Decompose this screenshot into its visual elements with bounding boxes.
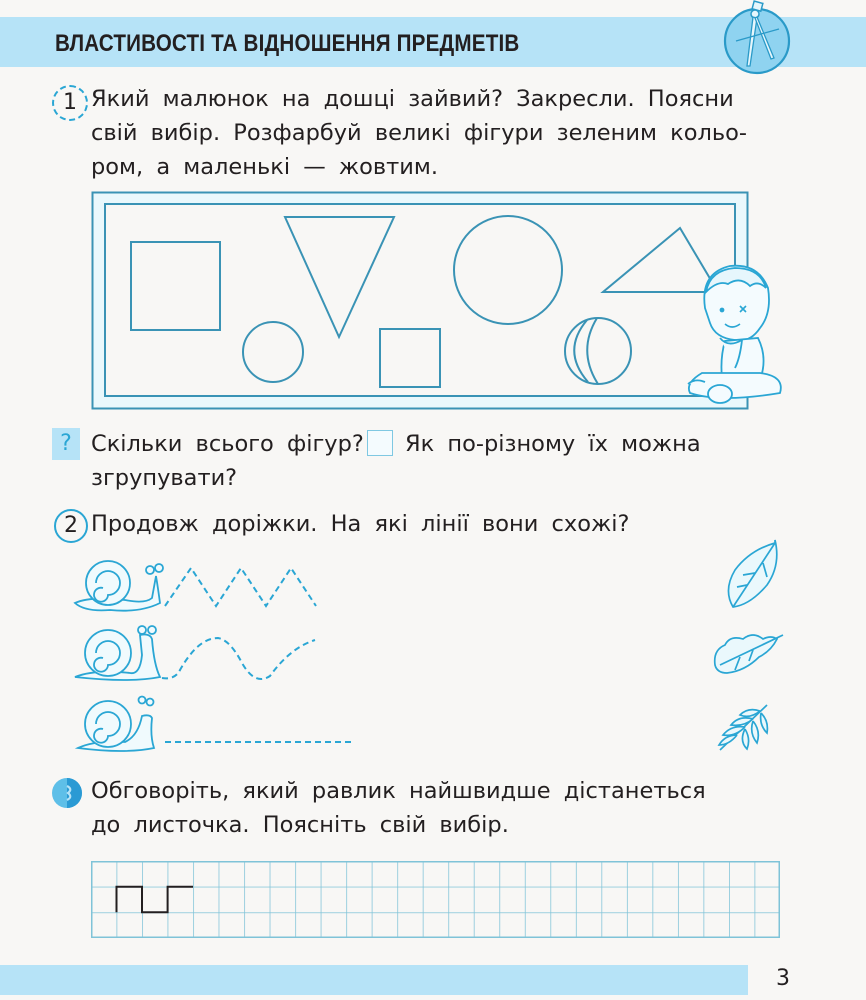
compass-icon: [722, 0, 792, 75]
discussion-line1: Обговоріть, який равлик найшвидше дістанеться: [91, 778, 706, 804]
wavy-path: [162, 638, 315, 679]
discussion-icon: [51, 777, 83, 809]
answer-box[interactable]: [367, 430, 393, 456]
chalkboard: [91, 191, 751, 411]
leaves-illustration: [705, 535, 795, 765]
task-number-badge: 2: [54, 509, 88, 543]
zigzag-path: [165, 568, 316, 606]
question-badge: ?: [52, 428, 80, 460]
question-line1-part2: Як по-різному їх можна: [405, 431, 701, 457]
page-title: ВЛАСТИВОСТІ ТА ВІДНОШЕННЯ ПРЕДМЕТІВ: [55, 30, 520, 57]
question-line2: згрупувати?: [91, 465, 238, 491]
footer-band: [0, 965, 748, 995]
snail-icon: [75, 561, 163, 611]
boy-illustration: [680, 258, 790, 413]
task1-line2: свій вибір. Розфарбуй великі фігури зеленим кольо-: [91, 120, 747, 146]
task-number-badge: 1: [52, 85, 88, 121]
snail-icon: [75, 626, 160, 680]
task1-line3: ром, а маленькі — жовтим.: [91, 154, 439, 180]
task2-text: Продовж доріжки. На які лінії вони схожі?: [91, 511, 630, 537]
question-line1-part1: Скільки всього фігур?: [91, 431, 364, 457]
discussion-line2: до листочка. Поясніть свій вибір.: [91, 812, 509, 838]
grid-exercise[interactable]: [91, 861, 780, 938]
snail-icon: [78, 697, 154, 752]
task1-line1: Який малюнок на дошці зайвий? Закресли. Поясни: [91, 86, 734, 112]
oak-leaf-icon: [715, 635, 777, 673]
snails-illustration: [70, 558, 370, 758]
page-number: 3: [776, 966, 790, 991]
